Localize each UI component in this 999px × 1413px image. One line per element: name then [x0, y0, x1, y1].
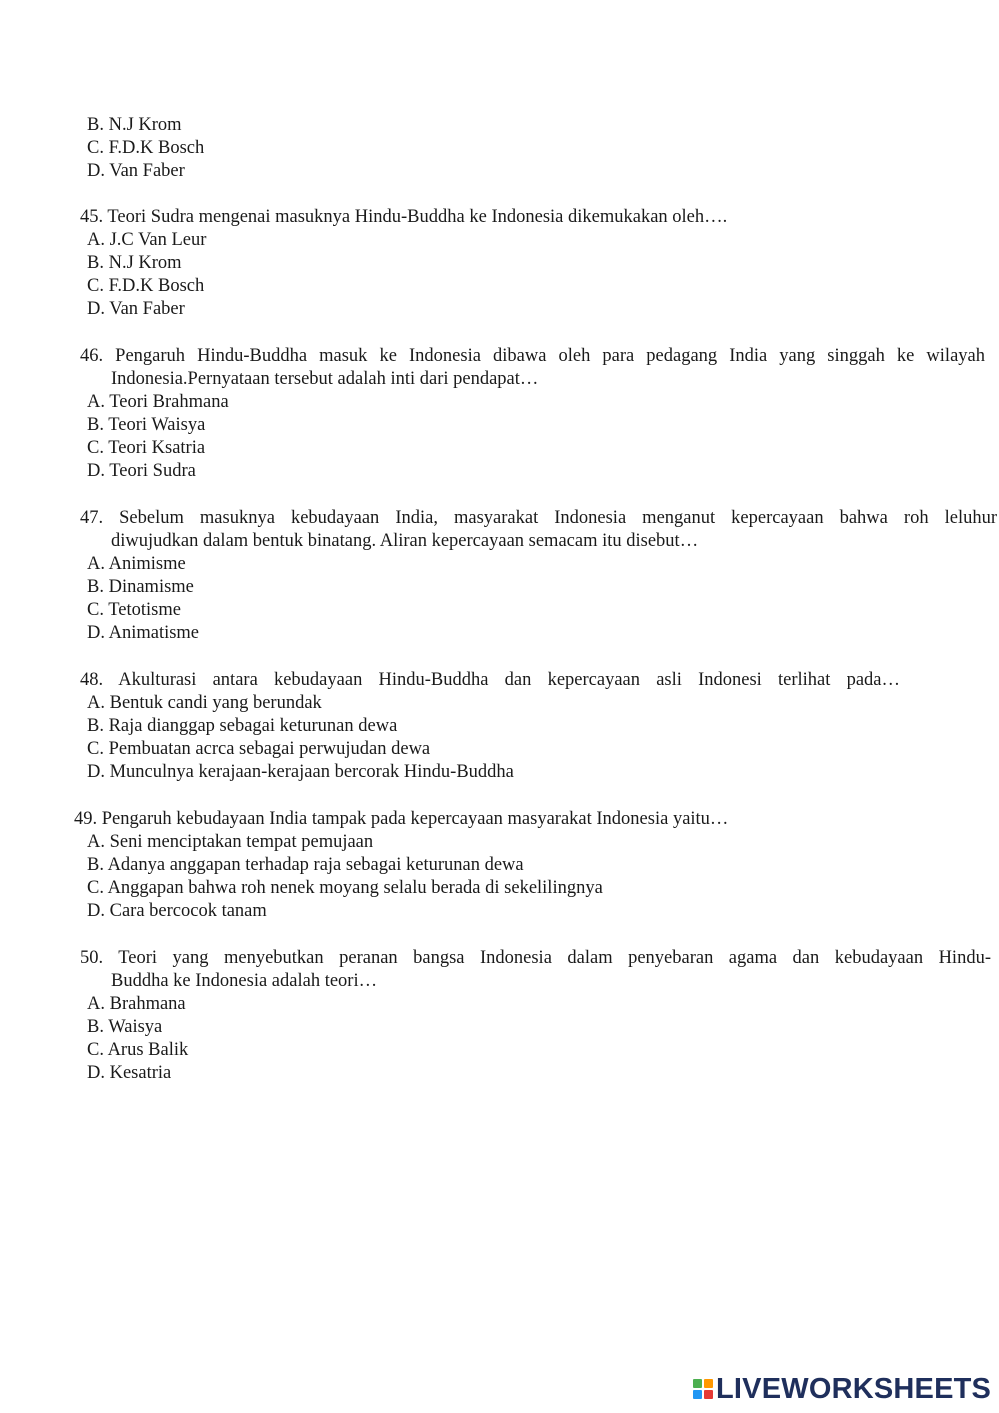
- option-d-q47: D. Animatisme: [87, 623, 200, 643]
- option-a-q50: A. Brahmana: [87, 994, 186, 1014]
- option-b-q48: B. Raja dianggap sebagai keturunan dewa: [87, 716, 398, 736]
- option-c-q49: C. Anggapan bahwa roh nenek moyang selalu berada di sekelilingnya: [87, 878, 603, 898]
- logo-square-2: [704, 1379, 713, 1388]
- option-d-q49: D. Cara bercocok tanam: [87, 901, 267, 921]
- question-50-cont: Buddha ke Indonesia adalah teori…: [111, 971, 378, 991]
- option-a-q46: A. Teori Brahmana: [87, 392, 229, 412]
- logo-text: LIVEWORKSHEETS: [716, 1372, 992, 1405]
- question-49: 49. Pengaruh kebudayaan India tampak pada kepercayaan masyarakat Indonesia yaitu…: [74, 809, 729, 829]
- option-c-q46: C. Teori Ksatria: [87, 438, 206, 458]
- option-b-q50: B. Waisya: [87, 1017, 163, 1037]
- option-b-q46: B. Teori Waisya: [87, 415, 206, 435]
- option-d-q50: D. Kesatria: [87, 1063, 172, 1083]
- question-48: 48. Akulturasi antara kebudayaan Hindu-Buddha dan kepercayaan asli Indonesi terlihat pada…: [80, 670, 900, 690]
- option-d-q45: D. Van Faber: [87, 299, 185, 319]
- option-c-q45: C. F.D.K Bosch: [87, 276, 205, 296]
- option-a-q49: A. Seni menciptakan tempat pemujaan: [87, 832, 374, 852]
- option-b-q44: B. N.J Krom: [87, 115, 182, 135]
- question-50: 50. Teori yang menyebutkan peranan bangsa Indonesia dalam penyebaran agama dan kebudayaan Hindu-: [80, 948, 991, 968]
- option-d-q46: D. Teori Sudra: [87, 461, 196, 481]
- liveworksheets-logo-icon: [693, 1379, 713, 1399]
- option-c-q50: C. Arus Balik: [87, 1040, 189, 1060]
- option-a-q47: A. Animisme: [87, 554, 186, 574]
- question-46-cont: Indonesia.Pernyataan tersebut adalah inti dari pendapat…: [111, 369, 539, 389]
- logo-square-1: [693, 1379, 702, 1388]
- liveworksheets-logo: [693, 1372, 991, 1406]
- question-45: 45. Teori Sudra mengenai masuknya Hindu-Buddha ke Indonesia dikemukakan oleh….: [80, 207, 728, 227]
- option-a-q45: A. J.C Van Leur: [87, 230, 207, 250]
- option-b-q47: B. Dinamisme: [87, 577, 194, 597]
- option-a-q48: A. Bentuk candi yang berundak: [87, 693, 322, 713]
- question-47-cont: diwujudkan dalam bentuk binatang. Aliran kepercayaan semacam itu disebut…: [111, 531, 699, 551]
- question-47: 47. Sebelum masuknya kebudayaan India, masyarakat Indonesia menganut kepercayaan bahwa roh leluhur: [80, 508, 997, 528]
- option-b-q49: B. Adanya anggapan terhadap raja sebagai keturunan dewa: [87, 855, 524, 875]
- option-b-q45: B. N.J Krom: [87, 253, 182, 273]
- option-d-q48: D. Munculnya kerajaan-kerajaan bercorak Hindu-Buddha: [87, 762, 514, 782]
- option-c-q44: C. F.D.K Bosch: [87, 138, 205, 158]
- question-46: 46. Pengaruh Hindu-Buddha masuk ke Indonesia dibawa oleh para pedagang India yang singgah ke wilayah: [80, 346, 985, 366]
- logo-square-3: [693, 1390, 702, 1399]
- option-c-q48: C. Pembuatan acrca sebagai perwujudan dewa: [87, 739, 431, 759]
- logo-square-4: [704, 1390, 713, 1399]
- option-d-q44: D. Van Faber: [87, 161, 185, 181]
- option-c-q47: C. Tetotisme: [87, 600, 181, 620]
